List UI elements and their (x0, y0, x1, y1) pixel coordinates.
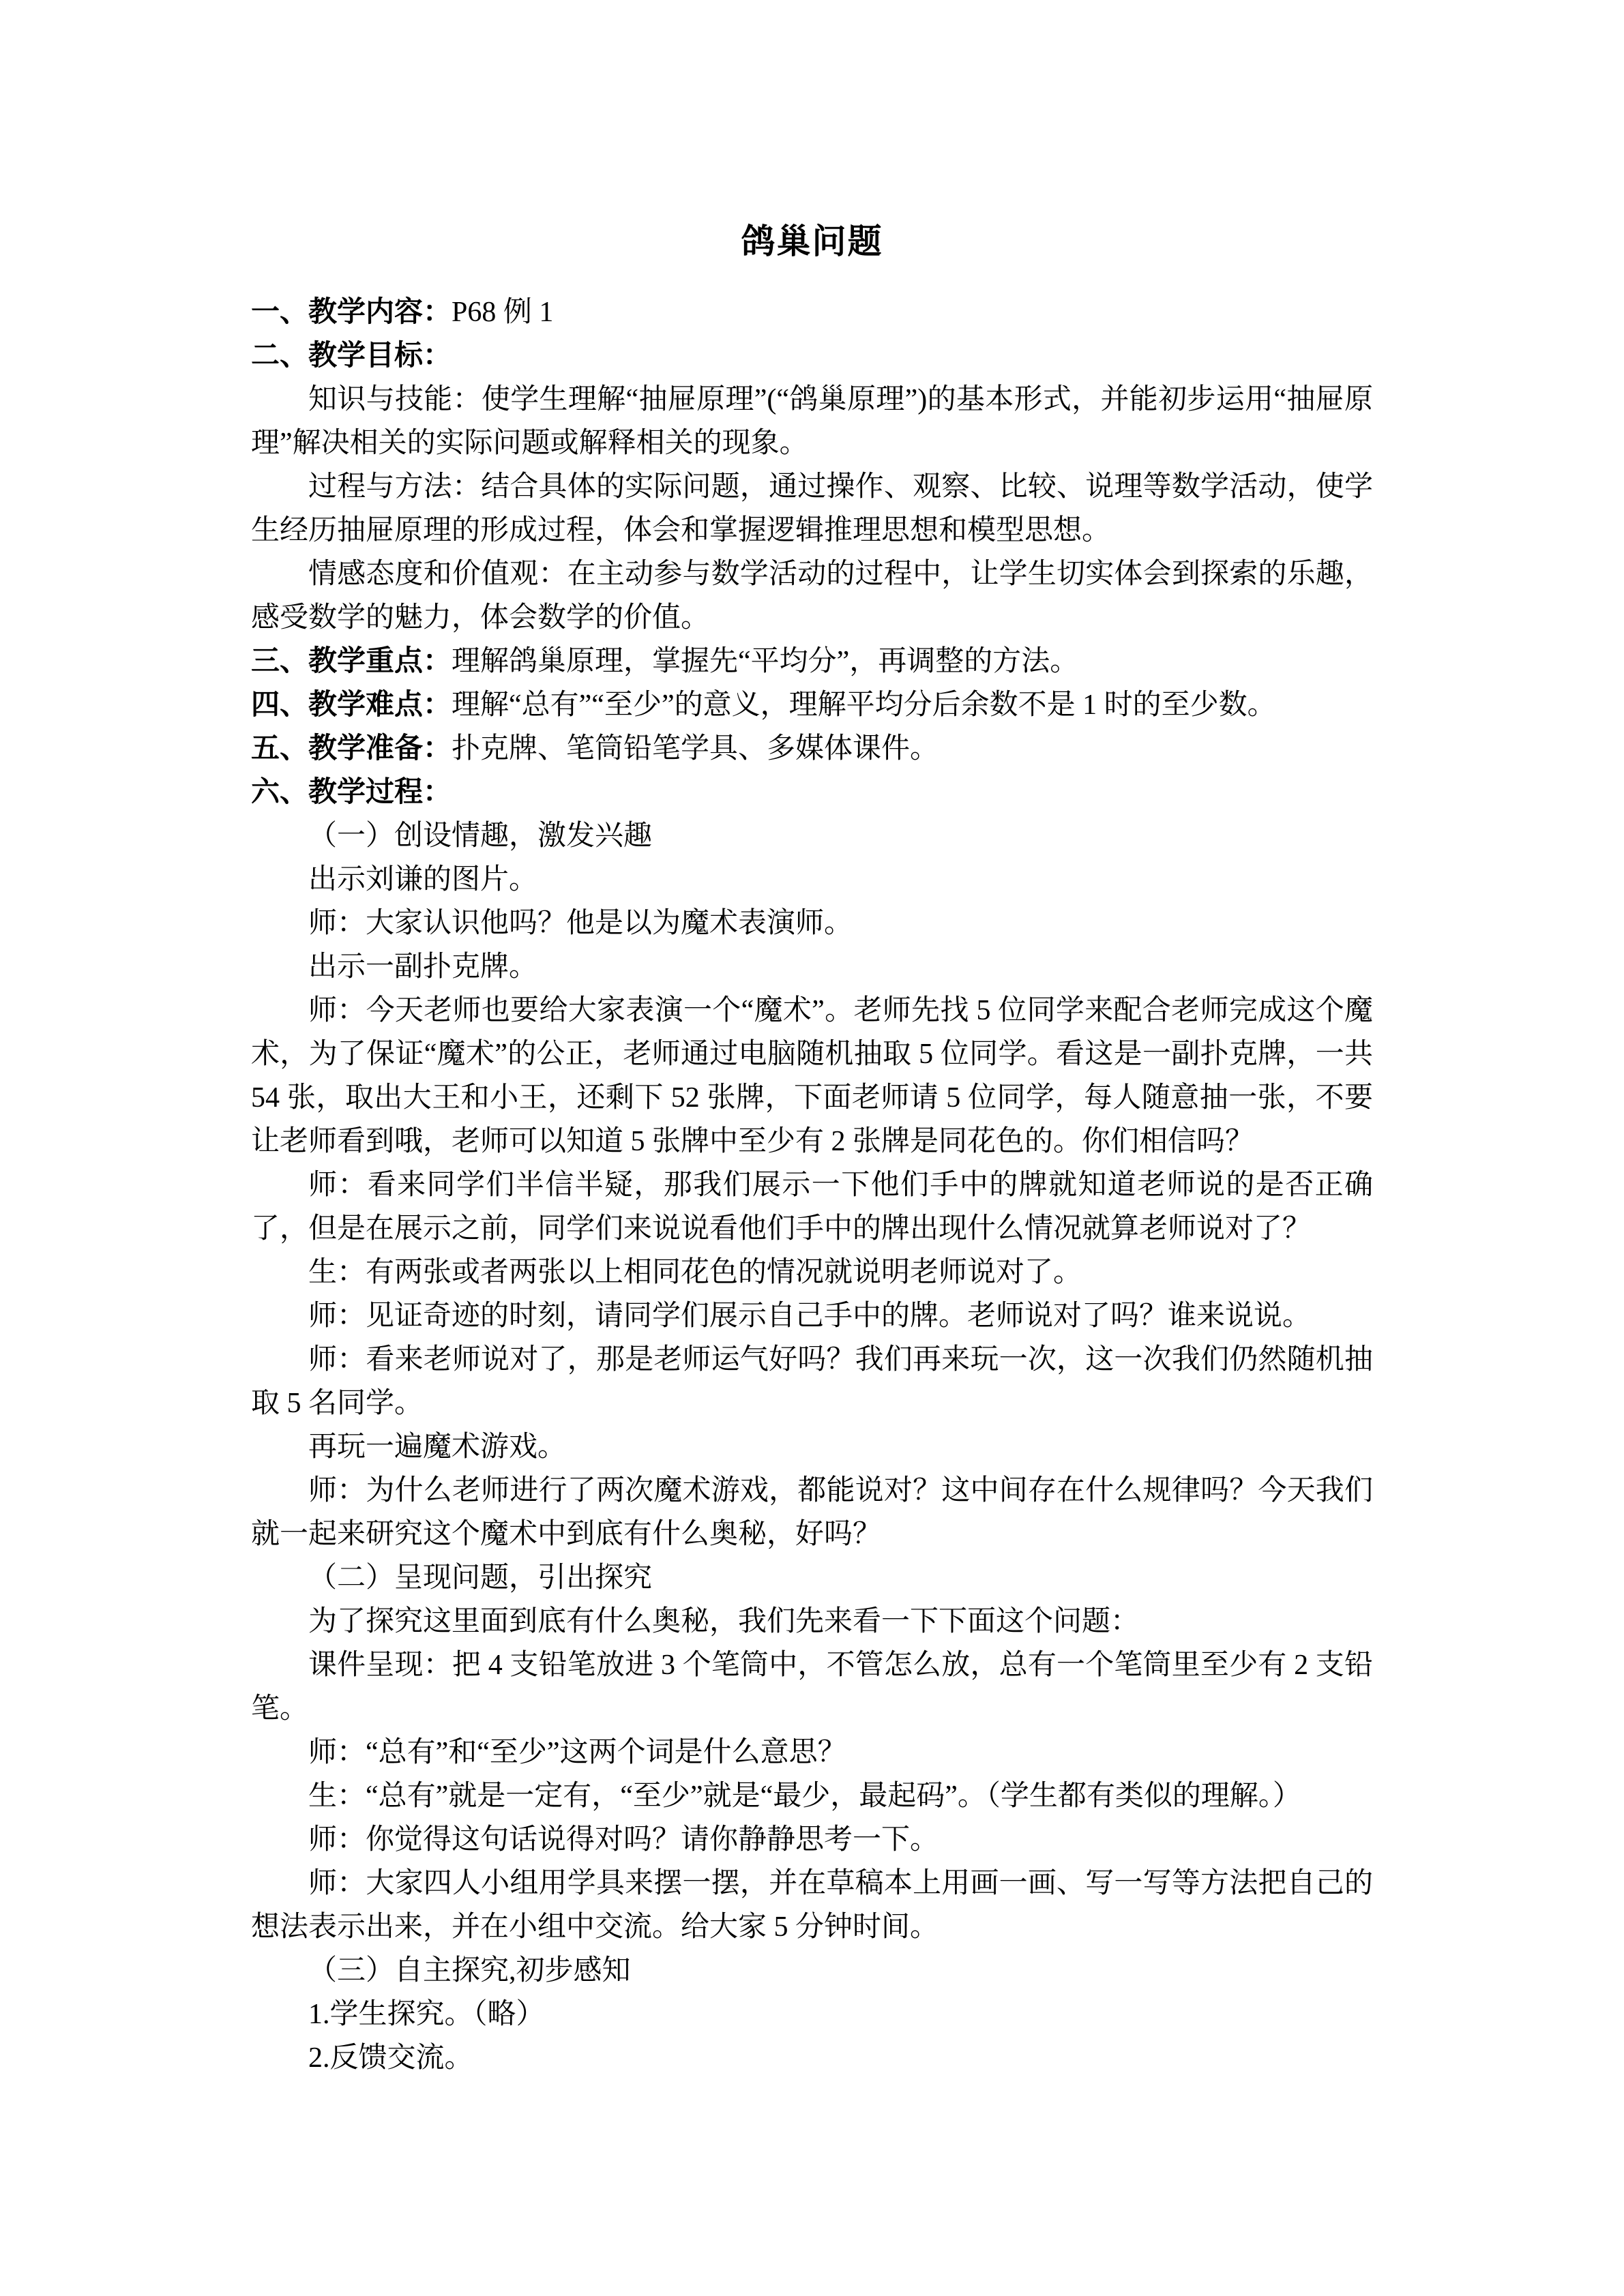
paragraph-text: 1.学生探究。（略） (308, 1999, 545, 2030)
paragraph (251, 552, 1373, 640)
paragraph-text: 理解鸽巢原理，掌握先“平均分”，再调整的方法。 (452, 646, 1079, 677)
paragraph (251, 727, 1373, 771)
paragraph (251, 1818, 1373, 1862)
paragraph-lead: 三、教学重点： (251, 646, 452, 677)
paragraph-text: 课件呈现：把 4 支铅笔放进 3 个笔筒中，不管怎么放，总有一个笔筒里至少有 2 支铅笔。 (251, 1650, 1373, 1725)
paragraph-text: 知识与技能：使学生理解“抽屉原理”(“鸽巢原理”)的基本形式，并能初步运用“抽屉原理”解决相关的实际问题或解释相关的现象。 (251, 384, 1373, 459)
paragraph (251, 378, 1373, 465)
paragraph (251, 1600, 1373, 1643)
paragraph (251, 771, 1373, 814)
paragraph (251, 1425, 1373, 1469)
document-body (251, 217, 1373, 2080)
paragraph (251, 1469, 1373, 1556)
paragraph (251, 1556, 1373, 1600)
paragraph-text: 扑克牌、笔筒铅笔学具、多媒体课件。 (452, 733, 939, 764)
paragraph (251, 1993, 1373, 2036)
paragraph-text: 师：大家四人小组用学具来摆一摆，并在草稿本上用画一画、写一写等方法把自己的想法表示出来，并在小组中交流。给大家 5 分钟时间。 (251, 1868, 1373, 1943)
paragraph-lead: 四、教学难点： (251, 689, 452, 721)
paragraph (251, 1163, 1373, 1251)
paragraph (251, 1774, 1373, 1818)
paragraph-lead: 一、教学内容： (251, 297, 452, 328)
paragraph (251, 465, 1373, 552)
paragraph-text: 生：有两张或者两张以上相同花色的情况就说明老师说对了。 (308, 1257, 1082, 1288)
paragraph-text: 师：看来老师说对了，那是老师运气好吗？我们再来玩一次，这一次我们仍然随机抽取 5 名同学。 (251, 1344, 1373, 1419)
paragraph-text: 生：“总有”就是一定有，“至少”就是“最少，最起码”。（学生都有类似的理解。） (308, 1780, 1301, 1812)
paragraph (251, 1862, 1373, 1949)
paragraph-text: 出示刘谦的图片。 (308, 864, 538, 895)
paragraph-lead: 六、教学过程： (251, 777, 452, 808)
document-title: 鸽巢问题 (741, 222, 883, 260)
paragraph-text: 过程与方法：结合具体的实际问题，通过操作、观察、比较、说理等数学活动，使学生经历抽屉原理的形成过程，体会和掌握逻辑推理思想和模型思想。 (251, 471, 1373, 546)
paragraph (251, 290, 1373, 334)
paragraph-text: 再玩一遍魔术游戏。 (308, 1431, 567, 1463)
paragraph (251, 1338, 1373, 1425)
paragraph-text: （三）自主探究,初步感知 (308, 1955, 631, 1986)
paragraph-text: 情感态度和价值观：在主动参与数学活动的过程中，让学生切实体会到探索的乐趣，感受数学的魅力，体会数学的价值。 (251, 558, 1373, 633)
paragraph-text: 师：看来同学们半信半疑，那我们展示一下他们手中的牌就知道老师说的是否正确了，但是在展示之前，同学们来说说看他们手中的牌出现什么情况就算老师说对了？ (251, 1169, 1373, 1244)
paragraph-list (251, 290, 1373, 2080)
paragraph (251, 814, 1373, 858)
paragraph (251, 989, 1373, 1163)
paragraph (251, 1294, 1373, 1338)
paragraph (251, 901, 1373, 945)
paragraph-text: 理解“总有”“至少”的意义，理解平均分后余数不是 1 时的至少数。 (452, 689, 1276, 721)
paragraph-text: （一）创设情趣，激发兴趣 (308, 820, 653, 852)
paragraph-text: 师：为什么老师进行了两次魔术游戏，都能说对？这中间存在什么规律吗？今天我们就一起来研究这个魔术中到底有什么奥秘，好吗？ (251, 1475, 1373, 1550)
paragraph (251, 2036, 1373, 2080)
paragraph-lead: 五、教学准备： (251, 733, 452, 764)
paragraph-text: 师：今天老师也要给大家表演一个“魔术”。老师先找 5 位同学来配合老师完成这个魔术，为了保证“魔术”的公正，老师通过电脑随机抽取 5 位同学。看这是一副扑克牌，一共 54 张，取出大王和小王，还剩下 52 张牌，下面老师请 5 位同学，每人随意抽一张，不要让老师看到哦，老师可以知道 5 张牌中至少有 2 张牌是同花色的。你们相信吗？ (251, 995, 1373, 1157)
paragraph (251, 640, 1373, 683)
paragraph-text: （二）呈现问题，引出探究 (308, 1562, 653, 1594)
paragraph-text: 师：“总有”和“至少”这两个词是什么意思？ (308, 1737, 846, 1768)
paragraph-lead: 二、教学目标： (251, 340, 452, 372)
paragraph (251, 945, 1373, 989)
paragraph-text: P68 例 1 (452, 297, 554, 328)
paragraph-text: 为了探究这里面到底有什么奥秘，我们先来看一下下面这个问题： (308, 1606, 1140, 1637)
paragraph (251, 1949, 1373, 1993)
paragraph-text: 师：见证奇迹的时刻，请同学们展示自己手中的牌。老师说对了吗？谁来说说。 (308, 1300, 1312, 1332)
paragraph-text: 师：大家认识他吗？他是以为魔术表演师。 (308, 908, 853, 939)
paragraph-text: 出示一副扑克牌。 (308, 951, 538, 983)
paragraph-text: 师：你觉得这句话说得对吗？请你静静思考一下。 (308, 1824, 939, 1855)
paragraph (251, 683, 1373, 727)
paragraph (251, 1251, 1373, 1294)
paragraph (251, 858, 1373, 901)
paragraph-text: 2.反馈交流。 (308, 2042, 473, 2074)
paragraph (251, 1731, 1373, 1774)
paragraph (251, 1643, 1373, 1731)
paragraph (251, 334, 1373, 378)
